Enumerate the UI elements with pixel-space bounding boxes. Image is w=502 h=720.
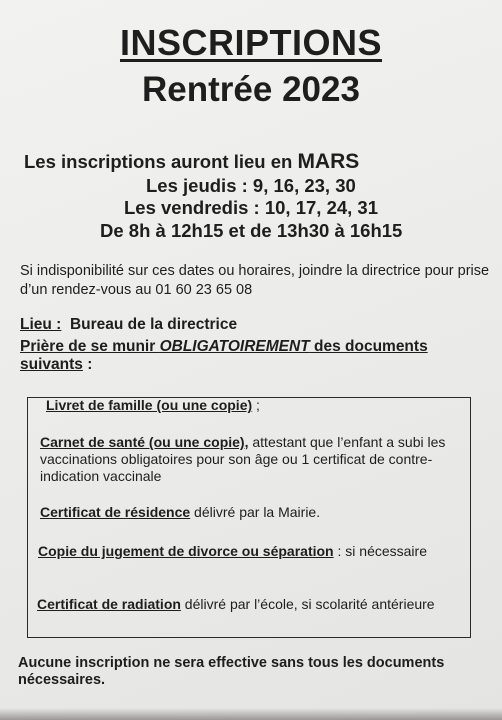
document-item: Certificat de radiation délivré par l’école, si scolarité antérieure — [37, 596, 435, 612]
schedule-thursdays: Les jeudis : 9, 16, 23, 30 — [146, 175, 356, 196]
location-line — [20, 316, 237, 334]
page-subtitle: Rentrée 2023 — [142, 70, 360, 109]
document-item: Certificat de résidence délivré par la Mairie. — [40, 504, 321, 520]
table-edge — [0, 708, 502, 720]
schedule-fridays: Les vendredis : 10, 17, 24, 31 — [124, 197, 379, 218]
document-item: Livret de famille (ou une copie) ; — [46, 397, 260, 413]
document-item: Carnet de santé (ou une copie), attestant que l’enfant a subi les vaccinations obligatoires pour son âge ou 1 certificat de contre-indication vaccinale — [40, 434, 446, 484]
contact-note: Si indisponibilité sur ces dates ou horaires, joindre la directrice pour prise d’un rendez-vous au 01 60 23 65 08 — [20, 263, 490, 298]
schedule-intro: Les inscriptions auront lieu en MARS — [24, 150, 360, 173]
page-title: INSCRIPTIONS — [119, 22, 383, 63]
schedule-hours: De 8h à 12h15 et de 13h30 à 16h15 — [100, 220, 403, 241]
location-value: Bureau de la directrice — [69, 316, 238, 333]
footer-warning: Aucune inscription ne sera effective sans tous les documents nécessaires. — [18, 655, 445, 688]
location-label: Lieu : — [20, 316, 62, 333]
schedule-month: MARS — [297, 150, 360, 173]
documents-request: Prière de se munir OBLIGATOIREMENT des documents suivants : — [20, 338, 428, 373]
document-item: Copie du jugement de divorce ou séparation : si nécessaire — [38, 543, 427, 559]
